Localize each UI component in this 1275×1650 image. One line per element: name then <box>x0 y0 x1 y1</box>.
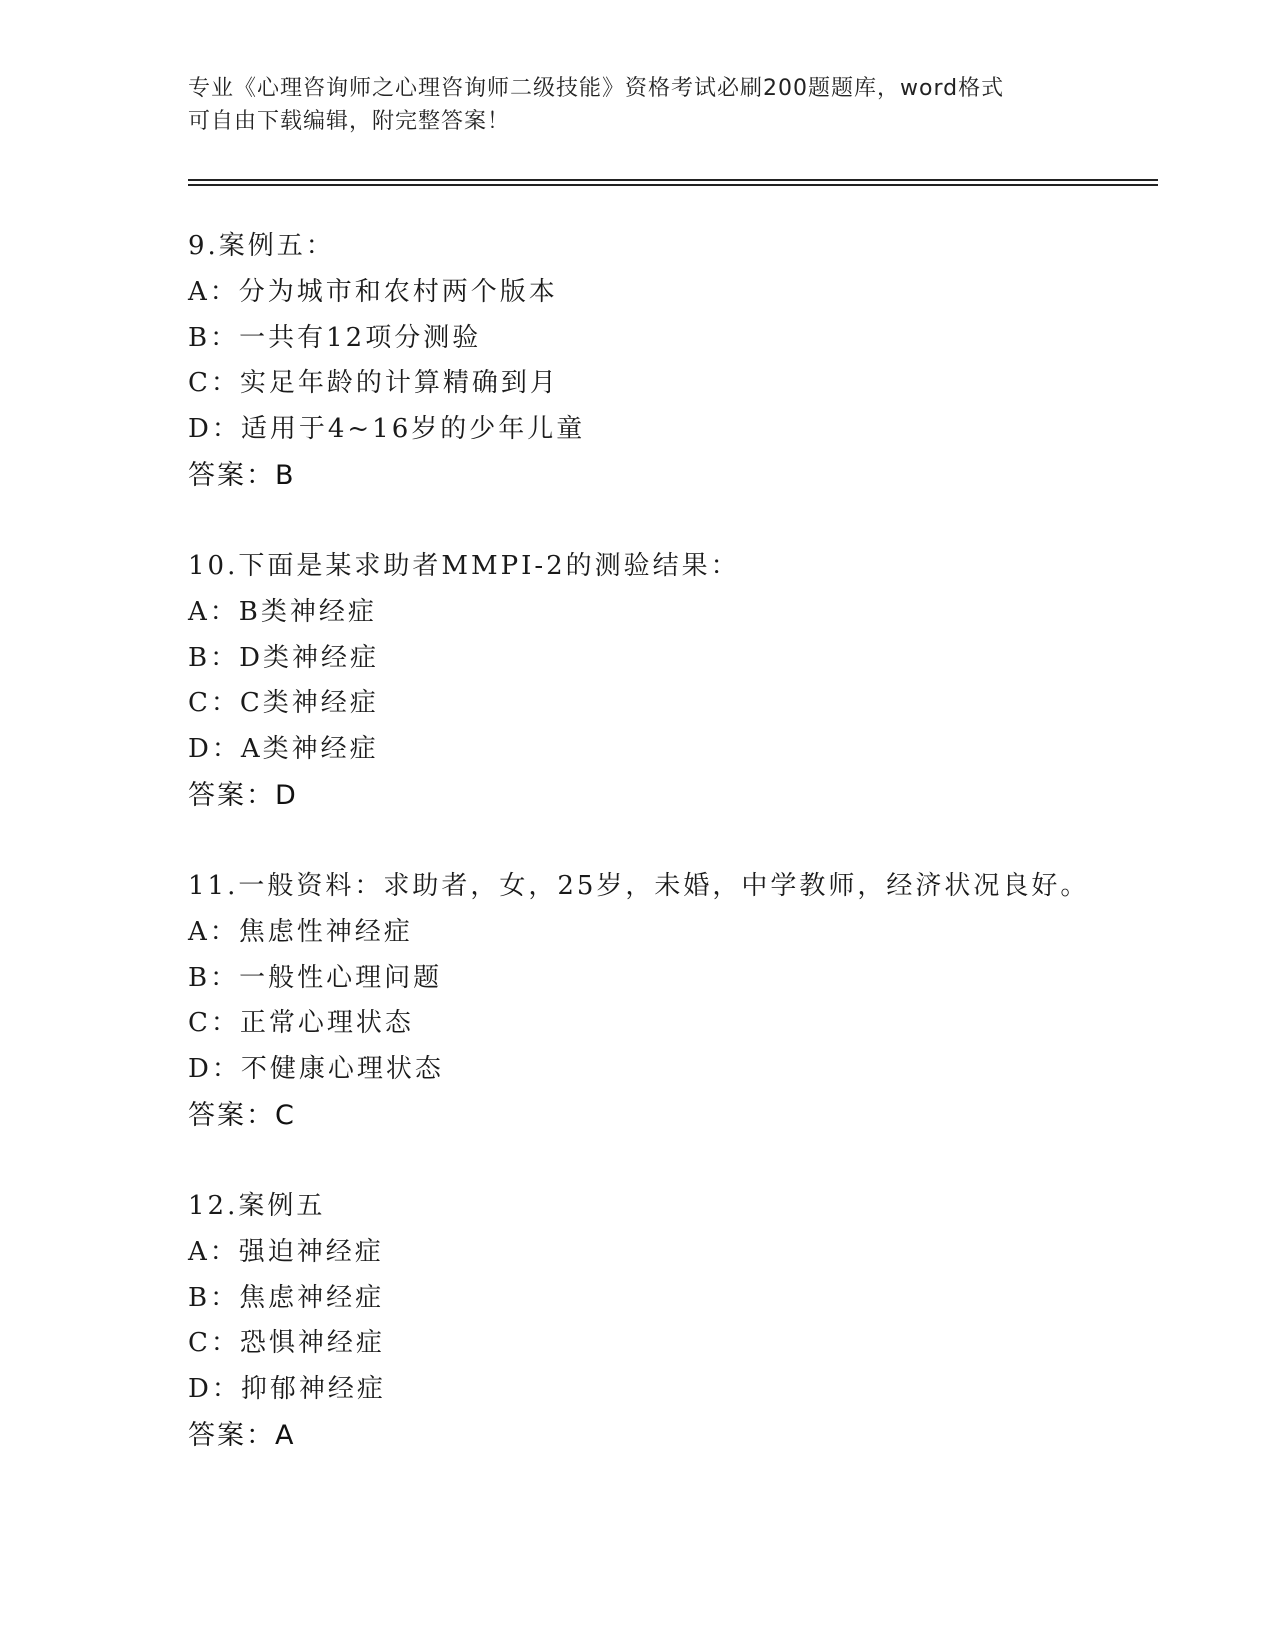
header-line-2: 可自由下载编辑，附完整答案！ <box>188 109 511 134</box>
answer-line <box>188 453 1138 499</box>
question-stem: 12.案例五 <box>188 1191 326 1221</box>
answer-value: B <box>275 459 294 491</box>
document-header <box>188 72 1068 138</box>
header-divider-top <box>188 179 1158 181</box>
option-c: C：恐惧神经症 <box>188 1328 385 1359</box>
question-block-11 <box>188 864 1138 1139</box>
option-a: A：B类神经症 <box>188 596 377 627</box>
option-c: C：实足年龄的计算精确到月 <box>188 368 559 399</box>
answer-value: A <box>275 1419 294 1451</box>
option-c: C：正常心理状态 <box>188 1008 414 1039</box>
option-d: D：适用于4~16岁的少年儿童 <box>188 414 586 445</box>
option-a: A：焦虑性神经症 <box>188 916 413 947</box>
option-b: B：焦虑神经症 <box>188 1282 385 1313</box>
answer-label: 答案： <box>188 459 275 491</box>
option-a: A：强迫神经症 <box>188 1236 384 1267</box>
option-b: B：D类神经症 <box>188 642 379 673</box>
question-stem: 10.下面是某求助者MMPI-2的测验结果： <box>188 551 740 581</box>
question-block-9 <box>188 224 1138 499</box>
option-d: D：不健康心理状态 <box>188 1054 444 1085</box>
answer-label: 答案： <box>188 1099 275 1131</box>
answer-label: 答案： <box>188 779 275 811</box>
answer-value: D <box>275 779 296 811</box>
answer-value: C <box>275 1099 294 1131</box>
option-a: A：分为城市和农村两个版本 <box>188 276 558 307</box>
answer-label: 答案： <box>188 1419 275 1451</box>
option-d: D：抑郁神经症 <box>188 1374 386 1405</box>
header-divider-bottom <box>188 184 1158 186</box>
option-d: D：A类神经症 <box>188 734 379 765</box>
answer-line <box>188 1093 1138 1139</box>
option-b: B：一般性心理问题 <box>188 962 443 993</box>
option-c: C：C类神经症 <box>188 688 379 719</box>
answer-line <box>188 1413 1138 1459</box>
header-line-1: 专业《心理咨询师之心理咨询师二级技能》资格考试必刷200题题库，word格式 <box>188 76 1005 101</box>
answer-line <box>188 773 1138 819</box>
question-block-10 <box>188 544 1138 819</box>
option-b: B：一共有12项分测验 <box>188 322 482 353</box>
question-block-12 <box>188 1184 1138 1459</box>
question-stem: 11.一般资料：求助者，女，25岁，未婚，中学教师，经济状况良好。 <box>188 871 1090 901</box>
question-stem: 9.案例五： <box>188 231 335 261</box>
